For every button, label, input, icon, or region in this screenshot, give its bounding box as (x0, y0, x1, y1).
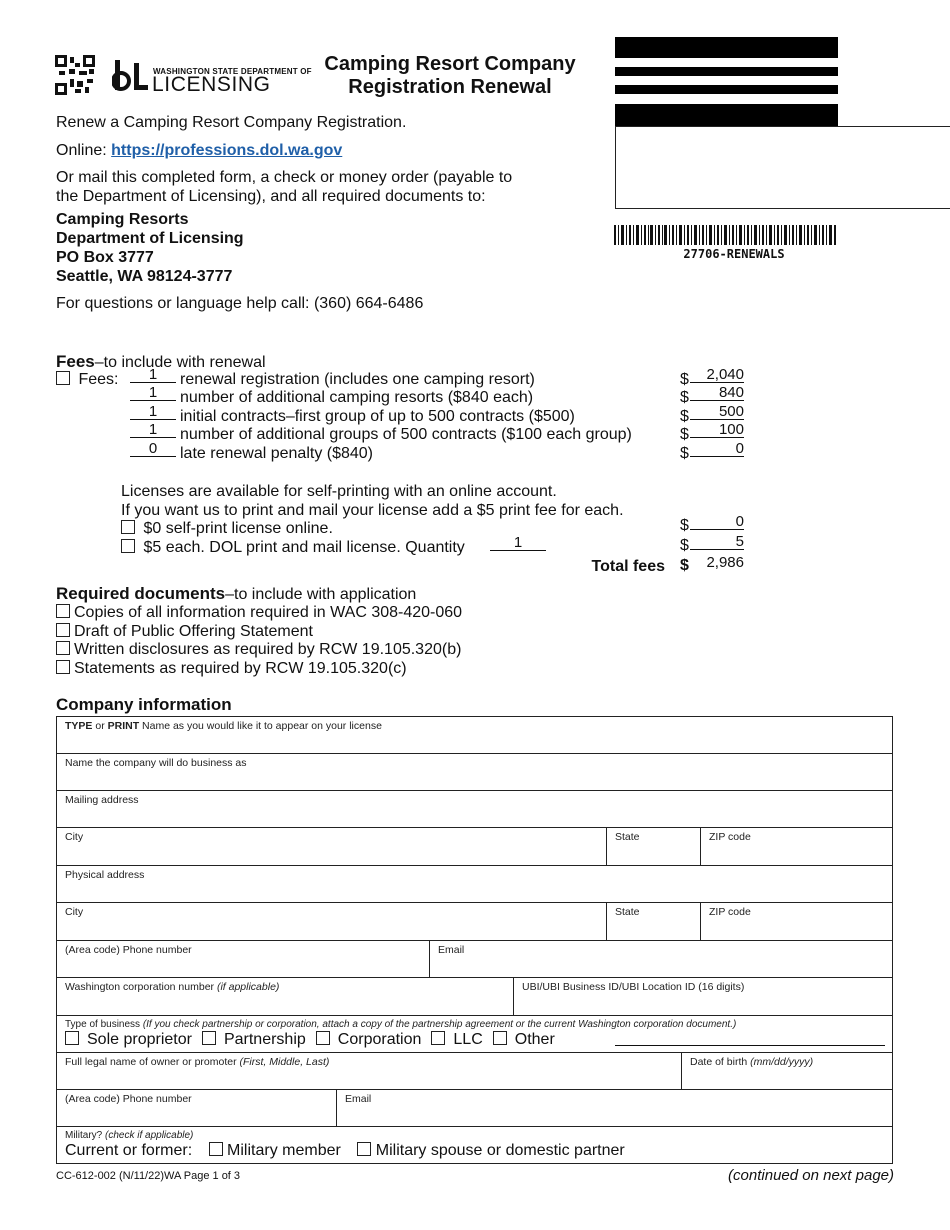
military-spouse-label: Military spouse or domestic partner (375, 1142, 625, 1159)
required-heading (56, 584, 416, 604)
required-heading-rest: –to include with application (225, 586, 417, 603)
city-label: City (65, 906, 84, 918)
corporation-row (56, 977, 893, 1016)
continued-note: (continued on next page) (728, 1167, 894, 1184)
fee-quantity[interactable]: 1 (130, 385, 176, 401)
or-word: or (92, 720, 108, 732)
fee-amount[interactable]: 100 (690, 422, 744, 438)
military-row (56, 1126, 893, 1164)
title-line-1: Camping Resort Company (324, 53, 576, 75)
online-line (56, 141, 342, 160)
online-link[interactable]: https://professions.dol.wa.gov (111, 142, 343, 159)
business-type-checkbox[interactable] (316, 1031, 330, 1045)
required-document-checkbox[interactable] (56, 641, 70, 655)
physical-address-row (56, 865, 893, 903)
business-type-note: (If you check partnership or corporation, attach a copy of the partnership agreement or the current Washington corporation document.) (142, 1019, 737, 1030)
military-label: Military? (65, 1130, 103, 1141)
military-member-label: Military member (227, 1142, 341, 1159)
email-label: Email (438, 944, 465, 956)
barcode-text: 27706-RENEWALS (683, 247, 785, 261)
license-name-row (56, 716, 893, 754)
license-name-label: Name as you would like it to appear on your license (139, 720, 382, 732)
print-line-2: If you want us to print and mail your license add a $5 print fee for each. (121, 502, 624, 519)
company-contact-row (56, 940, 893, 978)
physical-state-field[interactable] (607, 903, 701, 940)
phone-label: (Area code) Phone number (65, 1093, 192, 1105)
mail-instructions (56, 168, 512, 206)
city-label: City (65, 831, 84, 843)
dollar-sign: $ (680, 389, 689, 406)
intro-line: Renew a Camping Resort Company Registration. (56, 114, 407, 131)
dol-logo-icon (112, 60, 152, 94)
required-document-item (56, 622, 313, 641)
owner-phone-field[interactable] (57, 1090, 337, 1126)
fee-quantity[interactable]: 1 (130, 367, 176, 383)
business-type-option-label: LLC (453, 1031, 483, 1048)
business-type-field (57, 1016, 892, 1052)
required-document-label: Draft of Public Offering Statement (74, 622, 313, 640)
owner-name-label: Full legal name of owner or promoter (65, 1056, 237, 1068)
required-document-checkbox[interactable] (56, 604, 70, 618)
zip-label: ZIP code (709, 906, 751, 918)
fee-quantity[interactable]: 1 (130, 422, 176, 438)
fee-quantity[interactable]: 0 (130, 441, 176, 457)
required-heading-bold: Required documents (56, 584, 226, 603)
self-print-amount[interactable]: 0 (690, 514, 744, 530)
mailing-state-field[interactable] (607, 828, 701, 865)
qr-code-icon (55, 55, 95, 95)
physical-zip-field[interactable] (701, 903, 892, 940)
black-stripe (615, 104, 838, 126)
self-print-checkbox[interactable] (121, 520, 135, 534)
print-info (121, 482, 624, 520)
physical-address-field[interactable] (57, 866, 892, 902)
company-phone-field[interactable] (57, 941, 430, 977)
owner-name-field[interactable] (57, 1053, 682, 1089)
required-document-checkbox[interactable] (56, 623, 70, 637)
mailing-address-field[interactable] (57, 791, 892, 827)
other-type-input[interactable] (615, 1045, 885, 1046)
business-type-checkbox[interactable] (493, 1031, 507, 1045)
business-type-checkbox[interactable] (202, 1031, 216, 1045)
owner-name-note: (First, Middle, Last) (239, 1056, 330, 1068)
address-line: Camping Resorts (56, 211, 189, 228)
mail-line-2: the Department of Licensing), and all required documents to: (56, 188, 486, 205)
self-print-label: $0 self-print license online. (143, 520, 333, 537)
dollar-sign: $ (680, 445, 689, 462)
owner-contact-row (56, 1089, 893, 1127)
business-type-option-label: Sole proprietor (87, 1031, 192, 1048)
owner-email-field[interactable] (337, 1090, 892, 1126)
dob-note: (mm/dd/yyyy) (750, 1056, 814, 1068)
form-title (300, 53, 600, 99)
owner-row (56, 1052, 893, 1090)
state-label: State (615, 906, 640, 918)
dol-print-quantity[interactable]: 1 (490, 535, 546, 551)
address-line: PO Box 3777 (56, 249, 154, 266)
military-member-checkbox[interactable] (209, 1142, 223, 1156)
dollar-sign: $ (680, 517, 689, 534)
state-label: State (615, 831, 640, 843)
fee-amount[interactable]: 0 (690, 441, 744, 457)
military-field (57, 1127, 892, 1163)
current-former-label: Current or former: (65, 1142, 193, 1159)
fees-heading-bold: Fees (56, 352, 95, 371)
dba-row (56, 753, 893, 791)
fees-label-row (56, 370, 118, 389)
required-document-checkbox[interactable] (56, 660, 70, 674)
mailing-address-row (56, 790, 893, 828)
total-fees-label: Total fees (591, 558, 665, 575)
phone-label: (Area code) Phone number (65, 944, 192, 956)
ubi-label: UBI/UBI Business ID/UBI Location ID (16 digits) (522, 981, 745, 993)
black-stripe (615, 67, 838, 76)
print-word: PRINT (107, 720, 140, 732)
dol-print-label: $5 each. DOL print and mail license. Quantity (143, 539, 465, 556)
online-label: Online: (56, 142, 107, 159)
company-heading: Company information (56, 695, 232, 714)
physical-city-field[interactable] (57, 903, 607, 940)
fee-description: number of additional groups of 500 contracts ($100 each group) (180, 426, 632, 443)
total-fees-amount: 2,986 (706, 554, 744, 571)
dob-label: Date of birth (690, 1056, 748, 1068)
required-document-item (56, 659, 407, 678)
required-document-label: Copies of all information required in WAC 308-420-060 (74, 604, 463, 621)
ubi-field[interactable] (514, 978, 892, 1015)
email-label: Email (345, 1093, 372, 1105)
fee-amount[interactable]: 2,040 (690, 367, 744, 383)
required-document-label: Written disclosures as required by RCW 19.105.320(b) (74, 641, 462, 659)
type-word: TYPE (65, 720, 93, 732)
mailing-city-row (56, 827, 893, 866)
dol-print-option (121, 538, 465, 557)
mailing-address (56, 210, 244, 286)
business-type-checkbox[interactable] (65, 1031, 79, 1045)
mail-line-1: Or mail this completed form, a check or money order (payable to (56, 169, 513, 186)
fee-amount[interactable]: 840 (690, 385, 744, 401)
print-line-1: Licenses are available for self-printing with an online account. (121, 483, 557, 500)
zip-label: ZIP code (709, 831, 751, 843)
title-line-2: Registration Renewal (348, 76, 552, 98)
help-line: For questions or language help call: (360) 664-6486 (56, 295, 424, 312)
dollar-sign: $ (680, 426, 689, 443)
corporation-number-label: Washington corporation number (65, 981, 215, 993)
fees-checkbox[interactable] (56, 371, 70, 385)
mailing-address-label: Mailing address (65, 794, 139, 806)
dollar-sign: $ (680, 408, 689, 425)
required-document-item (56, 640, 461, 659)
address-line: Seattle, WA 98124-3777 (56, 268, 233, 285)
physical-address-label: Physical address (65, 869, 145, 881)
dba-label: Name the company will do business as (65, 757, 247, 769)
dollar-sign: $ (680, 557, 689, 574)
military-note: (check if applicable) (105, 1130, 194, 1141)
corporation-number-field[interactable] (57, 978, 514, 1015)
dollar-sign: $ (680, 371, 689, 388)
mailing-zip-field[interactable] (701, 828, 892, 865)
business-type-options (65, 1031, 565, 1049)
address-line: Department of Licensing (56, 230, 244, 247)
black-stripe (615, 85, 838, 94)
business-type-option-label: Corporation (337, 1031, 422, 1048)
fee-description: late renewal penalty ($840) (180, 445, 374, 462)
military-spouse-checkbox[interactable] (357, 1142, 371, 1156)
corporation-number-note: (if applicable) (216, 981, 280, 993)
mailing-city-field[interactable] (57, 828, 607, 865)
dol-print-checkbox[interactable] (121, 539, 135, 553)
license-name-field[interactable] (57, 717, 892, 753)
barcode-icon (614, 225, 836, 245)
company-email-field[interactable] (430, 941, 892, 977)
agency-name-small: WASHINGTON STATE DEPARTMENT OF (153, 67, 312, 76)
form-id: CC-612-002 (N/11/22)WA Page 1 of 3 (56, 1170, 241, 1182)
dollar-sign: $ (680, 537, 689, 554)
office-use-box (615, 126, 950, 209)
required-document-label: Statements as required by RCW 19.105.320(c) (74, 660, 407, 678)
physical-city-row (56, 902, 893, 941)
business-type-option-label: Partnership (223, 1031, 306, 1048)
business-type-checkbox[interactable] (431, 1031, 445, 1045)
dba-field[interactable] (57, 754, 892, 790)
agency-name: LICENSING (152, 73, 271, 96)
fees-heading-rest: –to include with renewal (94, 354, 266, 371)
business-type-row (56, 1015, 893, 1053)
required-document-item (56, 603, 462, 622)
black-stripe (615, 37, 838, 58)
business-type-label: Type of business (65, 1019, 141, 1030)
fees-label: Fees: (78, 371, 119, 388)
dol-print-amount[interactable]: 5 (690, 534, 744, 550)
fee-description: number of additional camping resorts ($840 each) (180, 389, 534, 406)
self-print-option (121, 519, 333, 538)
fee-description: renewal registration (includes one camping resort) (180, 371, 535, 388)
fee-description: initial contracts–first group of up to 500 contracts ($500) (180, 408, 575, 425)
military-options (65, 1142, 625, 1160)
fee-amount[interactable]: 500 (690, 404, 744, 420)
date-of-birth-field[interactable] (682, 1053, 892, 1089)
fee-quantity[interactable]: 1 (130, 404, 176, 420)
business-type-option-label: Other (514, 1031, 555, 1048)
